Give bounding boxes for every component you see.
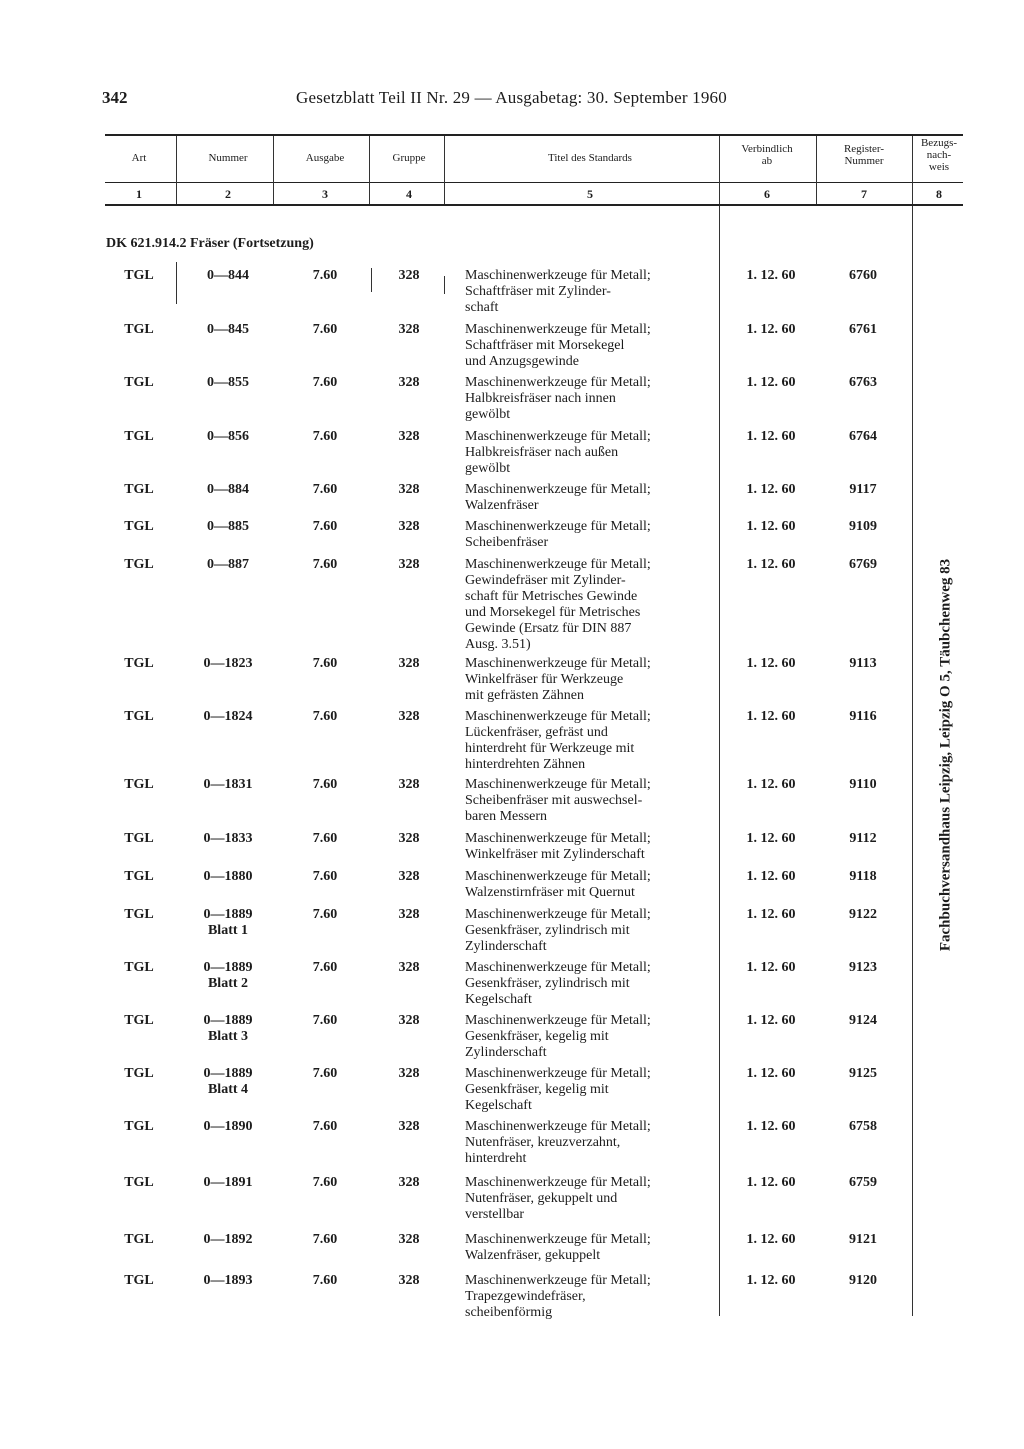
nummer-cell-line: 0—1890 [203,1119,253,1134]
column-header-line: Register- [843,143,885,155]
running-title: Gesetzblatt Teil II Nr. 29 — Ausgabetag: 30. September 1960 [296,88,727,107]
nummer-cell-line: 0—1889 [203,1066,253,1081]
titel-cell [465,656,715,704]
titel-cell-line: Maschinenwerkzeuge für Metall; [465,1066,651,1081]
column-header-line: Verbindlich [741,143,793,155]
titel-cell-line: hinterdreht [465,1151,527,1166]
column-header-line: weis [928,161,950,173]
verbindlich-cell: 1. 12. 60 [746,1232,796,1247]
gruppe-cell: 328 [398,960,420,975]
titel-cell-line: Nutenfräser, gekuppelt und [465,1191,618,1206]
verbindlich-cell: 1. 12. 60 [746,1013,796,1028]
titel-cell-line: Gesenkfräser, kegelig mit [465,1082,609,1097]
titel-cell-line: Maschinenwerkzeuge für Metall; [465,1175,651,1190]
nummer-cell-line: 0—855 [207,375,249,390]
body-column-rule [912,206,913,1316]
ausgabe-cell: 7.60 [312,656,338,671]
nummer-cell-line: 0—1889 [203,960,253,975]
ausgabe-cell: 7.60 [312,1175,338,1190]
nummer-cell-line: 0—887 [207,557,249,572]
ausgabe-cell: 7.60 [312,907,338,922]
nummer-cell [178,777,278,793]
titel-cell-line: Trapezgewindefräser, [465,1289,586,1304]
art-cell: TGL [124,1232,154,1247]
titel-cell-line: Winkelfräser für Werkzeuge [465,672,624,687]
nummer-cell-line: 0—845 [207,322,249,337]
register-cell: 9109 [849,519,877,534]
titel-cell-line: schaft [465,300,499,315]
bezugsnachweis-text: Fachbuchversandhaus Leipzig, Leipzig O 5, Täubchenweg 83 [937,558,954,952]
register-cell: 9120 [849,1273,877,1288]
art-cell: TGL [124,831,154,846]
titel-cell [465,519,715,551]
column-header-line: Ausgabe [305,152,345,164]
column-rule [176,136,177,204]
titel-cell [465,709,715,773]
column-header [720,143,814,167]
nummer-cell [178,1175,278,1191]
art-cell: TGL [124,1066,154,1081]
nummer-cell-line: Blatt 3 [207,1029,249,1044]
header-divider [105,182,963,183]
column-number: 8 [936,187,942,201]
verbindlich-cell: 1. 12. 60 [746,375,796,390]
titel-cell [465,907,715,955]
gruppe-cell: 328 [398,429,420,444]
ausgabe-cell: 7.60 [312,1066,338,1081]
titel-cell-line: baren Messern [465,809,548,824]
register-cell: 9110 [849,777,877,792]
ausgabe-cell: 7.60 [312,869,338,884]
gruppe-cell: 328 [398,777,420,792]
column-header-line: nach- [926,149,952,161]
art-cell: TGL [124,777,154,792]
titel-cell-line: Schaftfräser mit Zylinder- [465,284,611,299]
art-cell: TGL [124,482,154,497]
verbindlich-cell: 1. 12. 60 [746,1175,796,1190]
ausgabe-cell: 7.60 [312,557,338,572]
nummer-cell [178,1013,278,1045]
nummer-cell-line: Blatt 1 [207,923,249,938]
nummer-cell-line: 0—1892 [203,1232,253,1247]
ausgabe-cell: 7.60 [312,709,338,724]
verbindlich-cell: 1. 12. 60 [746,869,796,884]
art-cell: TGL [124,709,154,724]
titel-cell [465,557,715,653]
nummer-cell-line: 0—1880 [203,869,253,884]
gruppe-cell: 328 [398,1273,420,1288]
titel-cell [465,777,715,825]
nummer-cell-line: 0—844 [207,268,249,283]
register-cell: 9112 [849,831,877,846]
titel-cell-line: Maschinenwerkzeuge für Metall; [465,375,651,390]
nummer-cell-line: 0—1831 [203,777,253,792]
register-cell: 9123 [849,960,877,975]
gruppe-cell: 328 [398,1066,420,1081]
register-cell: 9117 [849,482,877,497]
column-number-rule [105,204,963,206]
nummer-cell-line: Blatt 4 [207,1082,249,1097]
register-cell: 9118 [849,869,877,884]
row-tick-rule [371,268,372,292]
nummer-cell-line: 0—884 [207,482,249,497]
nummer-cell-line: 0—856 [207,429,249,444]
titel-cell [465,482,715,514]
column-number: 4 [406,187,412,201]
nummer-cell [178,960,278,992]
art-cell: TGL [124,1119,154,1134]
register-cell: 9116 [849,709,877,724]
column-number: 7 [861,187,867,201]
art-cell: TGL [124,429,154,444]
ausgabe-cell: 7.60 [312,1013,338,1028]
titel-cell-line: Maschinenwerkzeuge für Metall; [465,268,651,283]
titel-cell-line: und Anzugsgewinde [465,354,579,369]
nummer-cell [178,375,278,391]
titel-cell [465,375,715,423]
titel-cell-line: Maschinenwerkzeuge für Metall; [465,557,651,572]
titel-cell-line: Walzenfräser, gekuppelt [465,1248,601,1263]
row-tick-rule [444,276,445,294]
nummer-cell [178,322,278,338]
verbindlich-cell: 1. 12. 60 [746,656,796,671]
nummer-cell [178,1119,278,1135]
nummer-cell [178,519,278,535]
verbindlich-cell: 1. 12. 60 [746,519,796,534]
titel-cell [465,1066,715,1114]
column-header-line: Bezugs- [920,137,958,149]
register-cell: 9125 [849,1066,877,1081]
nummer-cell-line: Blatt 2 [207,976,249,991]
ausgabe-cell: 7.60 [312,960,338,975]
register-cell: 9121 [849,1232,877,1247]
verbindlich-cell: 1. 12. 60 [746,482,796,497]
verbindlich-cell: 1. 12. 60 [746,429,796,444]
titel-cell-line: gewölbt [465,407,511,422]
titel-cell-line: Lückenfräser, gefräst und [465,725,608,740]
titel-cell [465,960,715,1008]
art-cell: TGL [124,268,154,283]
column-header [290,152,360,164]
ausgabe-cell: 7.60 [312,1119,338,1134]
titel-cell [465,429,715,477]
art-cell: TGL [124,375,154,390]
register-cell: 9124 [849,1013,877,1028]
titel-cell-line: Maschinenwerkzeuge für Metall; [465,907,651,922]
gruppe-cell: 328 [398,519,420,534]
art-cell: TGL [124,1273,154,1288]
nummer-cell [178,268,278,284]
titel-cell-line: mit gefrästen Zähnen [465,688,584,703]
ausgabe-cell: 7.60 [312,777,338,792]
gruppe-cell: 328 [398,709,420,724]
nummer-cell-line: 0—1893 [203,1273,253,1288]
column-number: 3 [322,187,328,201]
titel-cell-line: hinterdreht für Werkzeuge mit [465,741,635,756]
art-cell: TGL [124,1013,154,1028]
titel-cell-line: Maschinenwerkzeuge für Metall; [465,1119,651,1134]
register-cell: 6759 [849,1175,877,1190]
titel-cell-line: Maschinenwerkzeuge für Metall; [465,960,651,975]
column-header [914,137,964,173]
column-header-line: Art [131,152,147,164]
titel-cell-line: Kegelschaft [465,992,532,1007]
titel-cell-line: Zylinderschaft [465,1045,547,1060]
verbindlich-cell: 1. 12. 60 [746,322,796,337]
verbindlich-cell: 1. 12. 60 [746,1066,796,1081]
art-cell: TGL [124,960,154,975]
nummer-cell [178,831,278,847]
titel-cell-line: Walzenfräser [465,498,539,513]
titel-cell [465,1175,715,1223]
titel-cell-line: gewölbt [465,461,511,476]
titel-cell-line: Kegelschaft [465,1098,532,1113]
verbindlich-cell: 1. 12. 60 [746,960,796,975]
nummer-cell-line: 0—885 [207,519,249,534]
titel-cell-line: Halbkreisfräser nach außen [465,445,619,460]
ausgabe-cell: 7.60 [312,831,338,846]
nummer-cell [178,429,278,445]
gruppe-cell: 328 [398,656,420,671]
titel-cell-line: Scheibenfräser mit auswechsel- [465,793,643,808]
titel-cell-line: Zylinderschaft [465,939,547,954]
art-cell: TGL [124,557,154,572]
titel-cell [465,322,715,370]
column-header [465,152,715,164]
gruppe-cell: 328 [398,1119,420,1134]
nummer-cell [178,907,278,939]
page-number: 342 [102,88,128,107]
titel-cell-line: verstellbar [465,1207,525,1222]
register-cell: 9113 [849,656,877,671]
nummer-cell-line: 0—1833 [203,831,253,846]
section-heading: DK 621.914.2 Fräser (Fortsetzung) [106,236,314,251]
gruppe-cell: 328 [398,1175,420,1190]
column-header-line: ab [761,155,773,167]
titel-cell-line: Maschinenwerkzeuge für Metall; [465,429,651,444]
nummer-cell [178,869,278,885]
column-rule [912,136,913,204]
register-cell: 6764 [849,429,877,444]
titel-cell-line: Maschinenwerkzeuge für Metall; [465,709,651,724]
titel-cell-line: Gewinde (Ersatz für DIN 887 [465,621,632,636]
art-cell: TGL [124,907,154,922]
art-cell: TGL [124,322,154,337]
top-rule [105,134,963,136]
nummer-cell [178,557,278,573]
verbindlich-cell: 1. 12. 60 [746,907,796,922]
column-header-line: Gruppe [392,152,426,164]
ausgabe-cell: 7.60 [312,375,338,390]
titel-cell-line: Maschinenwerkzeuge für Metall; [465,869,651,884]
register-cell: 6769 [849,557,877,572]
titel-cell-line: Maschinenwerkzeuge für Metall; [465,519,651,534]
column-number: 5 [587,187,593,201]
titel-cell-line: Ausg. 3.51) [465,637,531,652]
titel-cell-line: Maschinenwerkzeuge für Metall; [465,482,651,497]
nummer-cell-line: 0—1891 [203,1175,253,1190]
titel-cell [465,268,715,316]
ausgabe-cell: 7.60 [312,268,338,283]
art-cell: TGL [124,656,154,671]
register-cell: 6760 [849,268,877,283]
column-header [106,152,172,164]
verbindlich-cell: 1. 12. 60 [746,268,796,283]
gruppe-cell: 328 [398,375,420,390]
verbindlich-cell: 1. 12. 60 [746,831,796,846]
titel-cell-line: Gesenkfräser, kegelig mit [465,1029,609,1044]
register-cell: 6763 [849,375,877,390]
ausgabe-cell: 7.60 [312,1273,338,1288]
titel-cell-line: hinterdrehten Zähnen [465,757,586,772]
nummer-cell-line: 0—1889 [203,1013,253,1028]
column-number: 1 [136,187,142,201]
nummer-cell-line: 0—1823 [203,656,253,671]
titel-cell-line: Maschinenwerkzeuge für Metall; [465,1013,651,1028]
titel-cell-line: Schaftfräser mit Morsekegel [465,338,625,353]
row-tick-rule [176,262,177,304]
verbindlich-cell: 1. 12. 60 [746,709,796,724]
titel-cell [465,1273,715,1321]
nummer-cell [178,709,278,725]
register-cell: 6758 [849,1119,877,1134]
titel-cell-line: Gesenkfräser, zylindrisch mit [465,923,630,938]
column-header [178,152,278,164]
titel-cell-line: Maschinenwerkzeuge für Metall; [465,322,651,337]
ausgabe-cell: 7.60 [312,519,338,534]
gruppe-cell: 328 [398,869,420,884]
column-header [374,152,444,164]
gruppe-cell: 328 [398,907,420,922]
art-cell: TGL [124,519,154,534]
titel-cell [465,1232,715,1264]
titel-cell-line: Maschinenwerkzeuge für Metall; [465,656,651,671]
art-cell: TGL [124,1175,154,1190]
gruppe-cell: 328 [398,1013,420,1028]
nummer-cell-line: 0—1824 [203,709,253,724]
verbindlich-cell: 1. 12. 60 [746,777,796,792]
titel-cell-line: scheibenförmig [465,1305,553,1320]
column-header-line: Titel des Standards [548,152,632,164]
nummer-cell [178,1273,278,1289]
nummer-cell [178,1232,278,1248]
titel-cell-line: schaft für Metrisches Gewinde [465,589,638,604]
titel-cell-line: Maschinenwerkzeuge für Metall; [465,1273,651,1288]
gruppe-cell: 328 [398,557,420,572]
art-cell: TGL [124,869,154,884]
gruppe-cell: 328 [398,1232,420,1247]
gruppe-cell: 328 [398,322,420,337]
nummer-cell-line: 0—1889 [203,907,253,922]
register-cell: 9122 [849,907,877,922]
titel-cell-line: Scheibenfräser [465,535,549,550]
titel-cell-line: Gewindefräser mit Zylinder- [465,573,626,588]
nummer-cell [178,656,278,672]
column-header [818,143,910,167]
register-cell: 6761 [849,322,877,337]
titel-cell-line: Nutenfräser, kreuzverzahnt, [465,1135,621,1150]
verbindlich-cell: 1. 12. 60 [746,1119,796,1134]
nummer-cell [178,1066,278,1098]
ausgabe-cell: 7.60 [312,1232,338,1247]
gruppe-cell: 328 [398,831,420,846]
ausgabe-cell: 7.60 [312,429,338,444]
column-rule [369,136,370,204]
titel-cell [465,1013,715,1061]
titel-cell-line: Maschinenwerkzeuge für Metall; [465,831,651,846]
verbindlich-cell: 1. 12. 60 [746,1273,796,1288]
column-header-line: Nummer [844,155,884,167]
verbindlich-cell: 1. 12. 60 [746,557,796,572]
titel-cell-line: Maschinenwerkzeuge für Metall; [465,777,651,792]
ausgabe-cell: 7.60 [312,482,338,497]
titel-cell-line: und Morsekegel für Metrisches [465,605,641,620]
column-number: 2 [225,187,231,201]
titel-cell-line: Gesenkfräser, zylindrisch mit [465,976,630,991]
titel-cell-line: Winkelfräser mit Zylinderschaft [465,847,645,862]
column-rule [816,136,817,204]
ausgabe-cell: 7.60 [312,322,338,337]
body-column-rule [719,206,720,1316]
nummer-cell [178,482,278,498]
column-rule [444,136,445,204]
column-header-line: Nummer [208,152,248,164]
column-number: 6 [764,187,770,201]
gruppe-cell: 328 [398,268,420,283]
titel-cell [465,1119,715,1167]
titel-cell-line: Maschinenwerkzeuge für Metall; [465,1232,651,1247]
titel-cell [465,869,715,901]
gruppe-cell: 328 [398,482,420,497]
titel-cell-line: Walzenstirnfräser mit Quernut [465,885,635,900]
titel-cell-line: Halbkreisfräser nach innen [465,391,616,406]
titel-cell [465,831,715,863]
